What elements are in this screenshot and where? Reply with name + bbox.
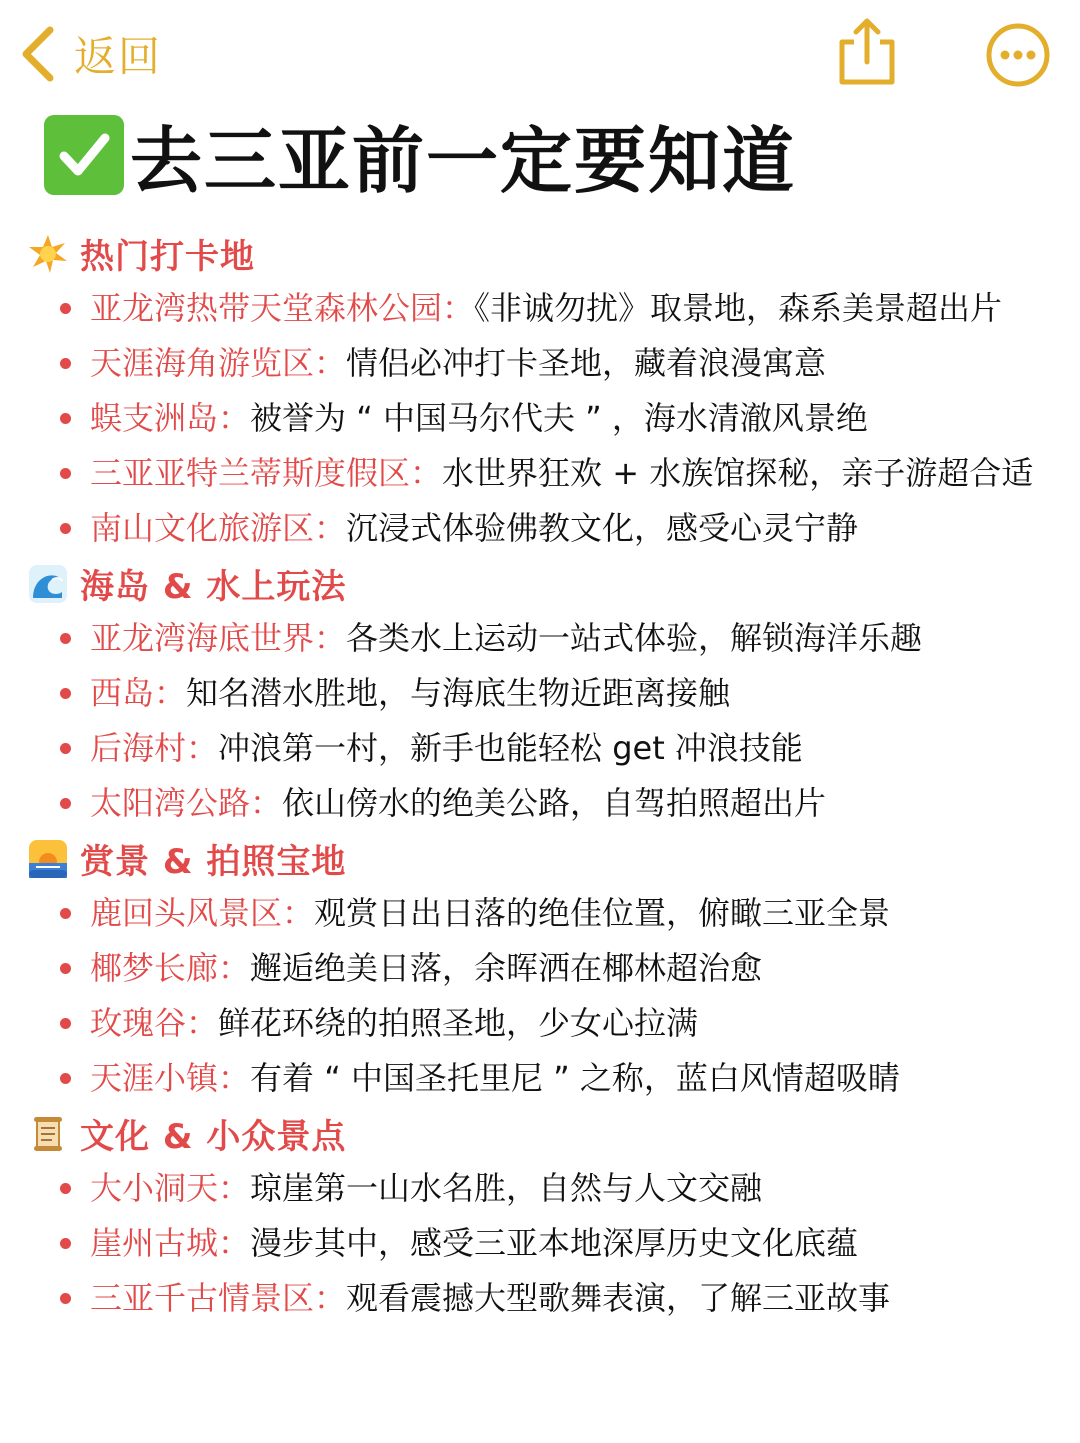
item-description: 依山傍水的绝美公路，自驾拍照超出片 [282,784,827,822]
item-separator: ： [186,1004,219,1042]
section-title: 海岛 & 水上玩法 [80,567,347,607]
bullet-dot-icon [60,468,71,479]
item-separator: ： [314,509,347,547]
section-title: 文化 & 小众景点 [80,1117,347,1157]
list-item [0,666,1080,721]
chevron-left-icon [16,24,60,84]
article-body [0,226,1080,1326]
item-name: 天涯小镇 [90,1059,219,1097]
more-options-icon[interactable] [985,22,1051,88]
section-header [0,226,1080,281]
item-description: 观看震撼大型歌舞表演，了解三亚故事 [346,1279,891,1317]
item-name: 西岛 [90,674,155,712]
check-mark-icon [44,115,124,195]
item-name: 三亚千古情景区 [90,1279,315,1317]
item-separator: ： [282,894,315,932]
item-description: 情侣必冲打卡圣地，藏着浪漫寓意 [346,344,827,382]
item-separator: ： [218,949,251,987]
list-item [0,1051,1080,1106]
item-description: 《非诚勿扰》取景地，森系美景超出片 [474,289,1003,327]
list-item [0,996,1080,1051]
item-separator: ： [314,1279,347,1317]
item-separator: ： [314,619,347,657]
bullet-dot-icon [60,1293,71,1304]
item-name: 亚龙湾海底世界 [90,619,315,657]
bullet-dot-icon [60,688,71,699]
title-row [44,112,797,203]
section-header [0,831,1080,886]
list-item [0,1216,1080,1271]
item-name: 亚龙湾热带天堂森林公园 [90,289,443,327]
item-name: 椰梦长廊 [90,949,219,987]
bullet-dot-icon [60,963,71,974]
page-title: 去三亚前一定要知道 [130,119,797,203]
scroll-icon [28,1114,68,1154]
item-description: 邂逅绝美日落，余晖洒在椰林超治愈 [250,949,763,987]
item-separator: ： [218,1224,251,1262]
item-separator: ： [250,784,283,822]
list-item [0,336,1080,391]
bullet-dot-icon [60,358,71,369]
item-separator: ： [410,454,443,492]
bullet-dot-icon [60,1018,71,1029]
item-separator: ： [442,289,475,327]
item-separator: ： [314,344,347,382]
item-name: 南山文化旅游区 [90,509,315,547]
wave-icon [28,564,68,604]
item-name: 崖州古城 [90,1224,219,1262]
bullet-dot-icon [60,303,71,314]
item-name: 天涯海角游览区 [90,344,315,382]
item-description: 鲜花环绕的拍照圣地，少女心拉满 [218,1004,699,1042]
list-item [0,1161,1080,1216]
bullet-dot-icon [60,743,71,754]
top-nav-bar [0,0,1080,110]
bullet-dot-icon [60,1073,71,1084]
bullet-dot-icon [60,413,71,424]
list-item [0,721,1080,776]
section-title: 热门打卡地 [80,237,255,277]
list-item [0,941,1080,996]
item-name: 大小洞天 [90,1169,219,1207]
item-separator: ： [186,729,219,767]
sunrise-icon [28,839,68,879]
item-description: 沉浸式体验佛教文化，感受心灵宁静 [346,509,859,547]
sparkle-sun-icon [28,234,68,274]
item-description: 漫步其中，感受三亚本地深厚历史文化底蕴 [250,1224,859,1262]
item-description: 水世界狂欢 + 水族馆探秘，亲子游超合适 [442,454,1034,492]
list-item [0,776,1080,831]
item-separator: ： [218,399,251,437]
item-description: 各类水上运动一站式体验，解锁海洋乐趣 [346,619,923,657]
item-separator: ： [218,1169,251,1207]
item-name: 太阳湾公路 [90,784,251,822]
list-item [0,391,1080,446]
bullet-dot-icon [60,1238,71,1249]
bullet-dot-icon [60,798,71,809]
list-item [0,281,1080,336]
list-item [0,501,1080,556]
section-header [0,1106,1080,1161]
list-item [0,1271,1080,1326]
bullet-dot-icon [60,908,71,919]
bullet-dot-icon [60,523,71,534]
list-item [0,611,1080,666]
bullet-dot-icon [60,1183,71,1194]
item-description: 有着 “ 中国圣托里尼 ” 之称，蓝白风情超吸睛 [250,1059,900,1097]
back-button[interactable] [16,22,162,86]
item-name: 玫瑰谷 [90,1004,187,1042]
share-icon[interactable] [836,16,898,88]
item-description: 观赏日出日落的绝佳位置，俯瞰三亚全景 [314,894,891,932]
section-title: 赏景 & 拍照宝地 [80,842,347,882]
item-description: 被誉为 “ 中国马尔代夫 ” ，海水清澈风景绝 [250,399,868,437]
item-name: 三亚亚特兰蒂斯度假区 [90,454,411,492]
item-name: 鹿回头风景区 [90,894,283,932]
item-description: 琼崖第一山水名胜，自然与人文交融 [250,1169,763,1207]
list-item [0,446,1080,501]
item-name: 后海村 [90,729,187,767]
section-header [0,556,1080,611]
item-name: 蜈支洲岛 [90,399,219,437]
bullet-dot-icon [60,633,71,644]
item-separator: ： [154,674,187,712]
item-separator: ： [218,1059,251,1097]
item-description: 知名潜水胜地，与海底生物近距离接触 [186,674,731,712]
item-description: 冲浪第一村，新手也能轻松 get 冲浪技能 [218,729,803,767]
back-label: 返回 [74,32,163,81]
list-item [0,886,1080,941]
